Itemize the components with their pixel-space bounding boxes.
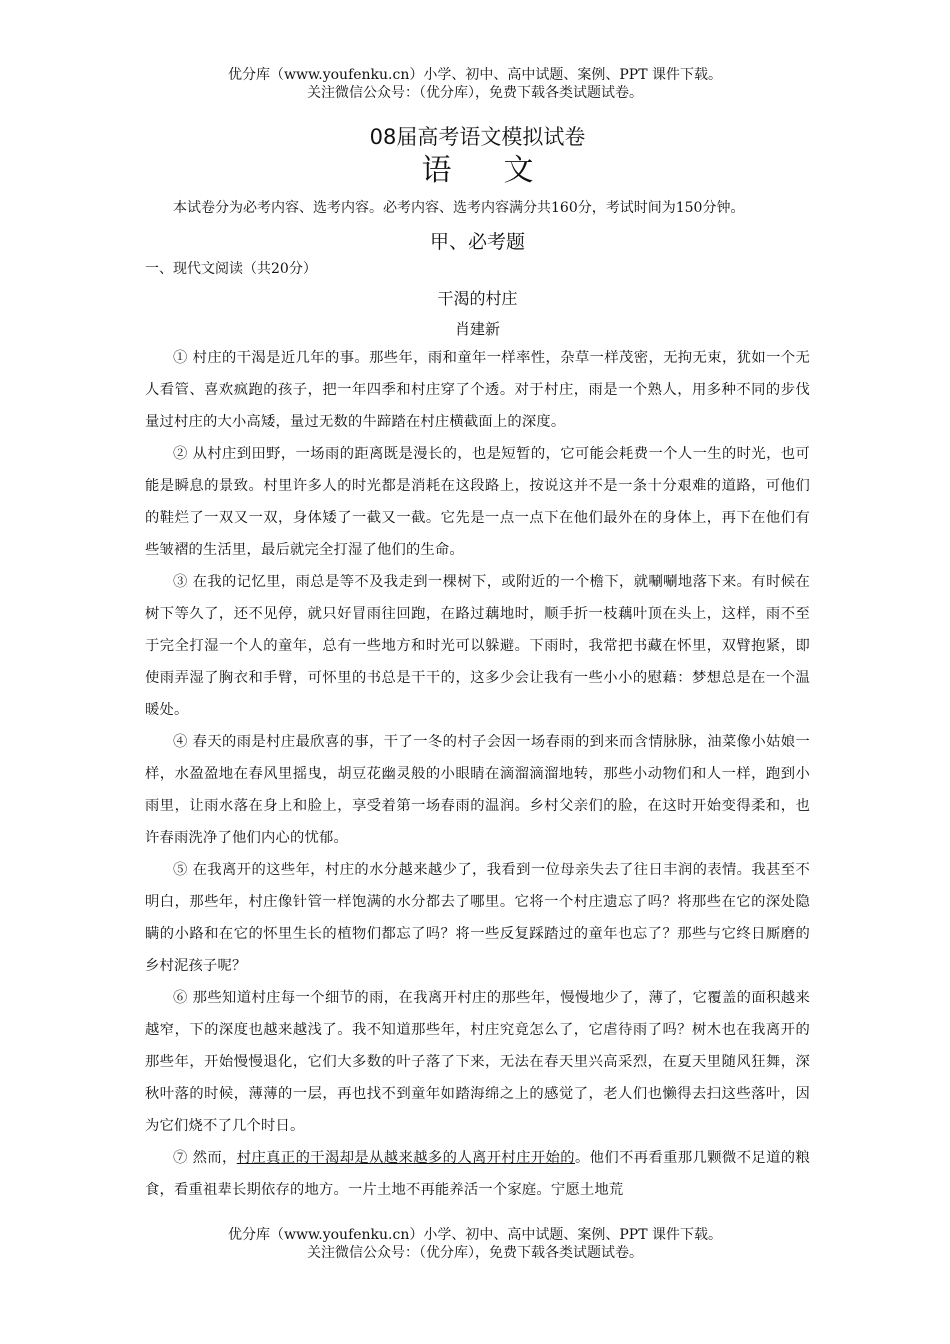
header-line-1: 优分库（www.youfenku.cn）小学、初中、高中试题、案例、PPT 课件下载。 (227, 67, 722, 83)
footer-line-1: 优分库（www.youfenku.cn）小学、初中、高中试题、案例、PPT 课件下载。 (227, 1227, 722, 1243)
paragraph-3: ③ 在我的记忆里，雨总是等不及我走到一棵树下，或附近的一个檐下，就唰唰地落下来。有时候在树下等久了，还不见停，就只好冒雨往回跑，在路过藕地时，顺手折一枝藕叶顶在头上，这样，雨不至于完全打湿一个人的童年，总有一些地方和时光可以躲避。下雨时，我常把书藏在怀里，双臂抱紧，即使雨弄湿了胸衣和手臂，可怀里的书总是干干的，这多少会让我有一些小小的慰藉：梦想总是在一个温暖处。 (145, 574, 810, 718)
page-footer (0, 1226, 950, 1262)
footer-line-2: 关注微信公众号：（优分库），免费下载各类试题试卷。 (307, 1245, 643, 1261)
paragraph-2: ② 从村庄到田野，一场雨的距离既是漫长的，也是短暂的，它可能会耗费一个人一生的时光，也可能是瞬息的景致。村里许多人的时光都是消耗在这段路上，按说这并不是一条十分艰难的道路，可他们的鞋烂了一双又一双，身体矮了一截又一截。它先是一点一点下在他们最外在的身体上，再下在他们有些皱褶的生活里，最后就完全打湿了他们的生命。 (145, 446, 810, 558)
underlined-sentence: 村庄真正的干渴却是从越来越多的人离开村庄开始的 (236, 1150, 575, 1166)
page-header (0, 66, 950, 102)
paragraph-1: ① 村庄的干渴是近几年的事。那些年，雨和童年一样率性，杂草一样茂密，无拘无束，犹如一个无人看管、喜欢疯跑的孩子，把一年四季和村庄穿了个透。对于村庄，雨是一个熟人，用多种不同的步伐量过村庄的大小高矮，量过无数的牛蹄踏在村庄横截面上的深度。 (145, 350, 810, 430)
paragraph-5: ⑤ 在我离开的这些年，村庄的水分越来越少了，我看到一位母亲失去了往日丰润的表情。我甚至不明白，那些年，村庄像针管一样饱满的水分都去了哪里。它将一个村庄遗忘了吗？将那些在它的深处隐瞒的小路和在它的怀里生长的植物们都忘了吗？将一些反复踩踏过的童年也忘了？那些与它终日厮磨的乡村泥孩子呢？ (145, 862, 810, 974)
essay-author: 肖建新 (454, 320, 500, 338)
paragraph-7-rest: 。他们不再看重那几颗微不足道的粮食，看重祖辈长期依存的地方。一片土地不再能养活一个家庭。宁愿土地荒 (145, 1150, 810, 1198)
paragraph-6: ⑥ 那些知道村庄每一个细节的雨，在我离开村庄的那些年，慢慢地少了，薄了，它覆盖的面积越来越窄，下的深度也越来越浅了。我不知道那些年，村庄究竟怎么了，它虐待雨了吗？树木也在我离开的那些年，开始慢慢退化，它们大多数的叶子落了下来，无法在春天里兴高采烈，在夏天里随风狂舞，深秋叶落的时候，薄薄的一层，再也找不到童年如踏海绵之上的感觉了，老人们也懒得去扫这些落叶，因为它们烧不了几个时日。 (145, 990, 810, 1134)
paragraph-7-lead: ⑦ 然而， (173, 1150, 237, 1166)
paragraph-7 (145, 1142, 810, 1206)
paragraph-4: ④ 春天的雨是村庄最欣喜的事，干了一冬的村子会因一场春雨的到来而含情脉脉，油菜像小姑娘一样，水盈盈地在春风里摇曳，胡豆花幽灵般的小眼睛在滴溜滴溜地转，那些小动物们和人一样，跑到小雨里，让雨水落在身上和脸上，享受着第一场春雨的温润。乡村父亲们的脸，在这时开始变得柔和，也许春雨洗净了他们内心的忧郁。 (145, 734, 810, 846)
document-body (145, 122, 810, 1206)
subsection-title: 一、现代文阅读（共20分） (145, 261, 317, 277)
exam-title: 08届高考语文模拟试卷 (369, 125, 586, 149)
exam-intro: 本试卷分为必考内容、选考内容。必考内容、选考内容满分共160分，考试时间为150分钟。 (173, 200, 745, 216)
section-title: 甲、必考题 (429, 231, 525, 253)
header-line-2: 关注微信公众号：（优分库），免费下载各类试题试卷。 (307, 85, 643, 101)
essay-title: 干渴的村庄 (437, 289, 518, 308)
subject-title: 语文 (421, 153, 586, 188)
